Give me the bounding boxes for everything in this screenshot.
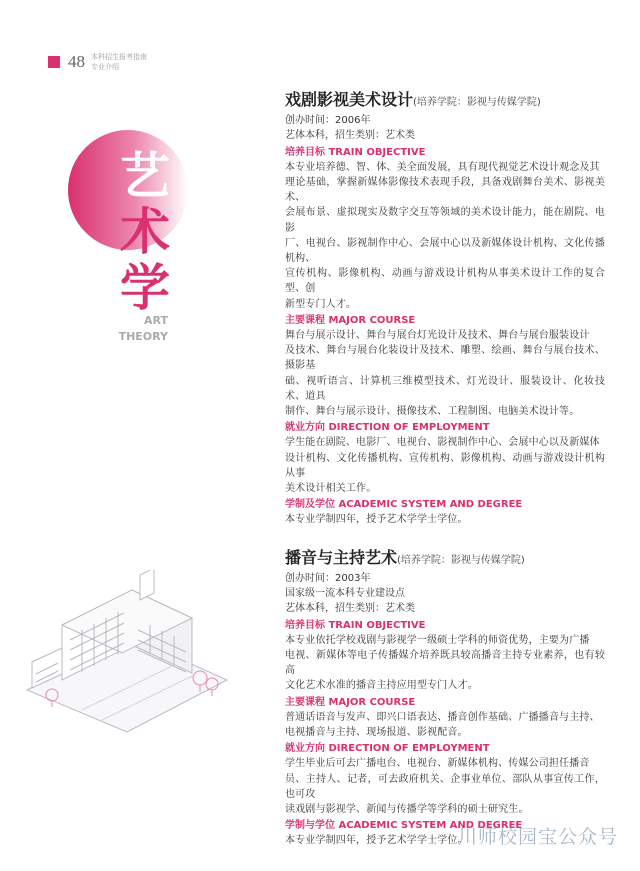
major-name: 播音与主持艺术: [285, 547, 398, 567]
header-subtitle: [91, 52, 147, 72]
train-line: 文化艺术水准的播音主持应用型专门人才。: [285, 680, 478, 692]
course-line: 础、视听语言、计算机三维模型技术、灯光设计、服装设计、化妆技术、道具: [285, 375, 605, 402]
meta-line: 创办时间：2006年: [285, 115, 371, 127]
train-line: 电视、新媒体等电子传播媒介培养既具较高播音主持专业素养，也有较高: [285, 649, 605, 677]
major-school: (培养学院：影视与传媒学院): [397, 554, 525, 566]
major-title-row: [285, 547, 605, 568]
watermark: 川师校园宝公众号: [457, 826, 618, 848]
major-section-1: [285, 92, 605, 528]
train-line: 本专业培养德、智、体、美全面发展，具有现代视觉艺术设计观念及其: [285, 161, 600, 173]
major-name: 戏剧影视美术设计: [285, 90, 414, 109]
train-line: 本专业依托学校戏剧与影视学一级硕士学科的师资优势，主要为广播: [285, 634, 590, 646]
train-objective-heading: 培养目标 TRAIN OBJECTIVE: [285, 146, 426, 158]
page-header: [48, 52, 147, 72]
meta-line: 艺体本科，招生类别：艺术类: [285, 603, 415, 615]
header-square-icon: [48, 56, 60, 68]
main-content: [285, 92, 605, 871]
train-line: 会展布景、虚拟现实及数字交互等领域的美术设计能力，能在剧院、电影: [285, 207, 605, 234]
course-line: 制作、舞台与展示设计、摄像技术、工程制图、电脑美术设计等。: [285, 406, 580, 418]
page-number: 48: [68, 52, 85, 71]
title-char: 艺: [120, 147, 170, 205]
title-char: 术: [120, 203, 170, 261]
meta-line: 国家级一流本科专业建设点: [285, 588, 405, 600]
major-school: (培养学院：影视与传媒学院): [413, 97, 541, 108]
course-line: 普通话语音与发声、即兴口语表达、播音创作基础、广播播音与主持、: [285, 711, 600, 723]
campus-building-illustration: [22, 570, 232, 735]
english-title-1: ART: [144, 314, 168, 327]
course-line: 电视播音与主持、现场报道、影视配音。: [285, 726, 468, 738]
employment-line: 设计机构、文化传播机构、宣传机构、影像机构、动画与游戏设计机构从事: [285, 452, 605, 479]
employment-heading: 就业方向 DIRECTION OF EMPLOYMENT: [285, 422, 490, 434]
english-title: [100, 313, 168, 345]
major-course-heading: 主要课程 MAJOR COURSE: [285, 314, 416, 326]
course-line: 及技术、舞台与展台化装设计及技术、雕塑、绘画、舞台与展台技术、摄影基: [285, 345, 605, 372]
major-course-heading: 主要课程 MAJOR COURSE: [285, 696, 416, 708]
major-title-row: [285, 92, 605, 110]
employment-line: 学生毕业后可去广播电台、电视台、新媒体机构、传媒公司担任播音: [285, 758, 590, 770]
train-line: 新型专门人才。: [285, 298, 357, 310]
title-char: 学: [120, 259, 170, 317]
degree-line: 本专业学制四年，授予艺术学学士学位。: [285, 835, 468, 847]
degree-heading: 学制及学位 ACADEMIC SYSTEM AND DEGREE: [285, 499, 523, 511]
employment-line: 美术设计相关工作。: [285, 483, 377, 495]
degree-heading: 学制与学位 ACADEMIC SYSTEM AND DEGREE: [285, 820, 523, 832]
meta-line: 创办时间：2003年: [285, 572, 371, 584]
header-sub1: 本科招生报考指南: [91, 53, 147, 61]
course-line: 舞台与展示设计、舞台与展台灯光设计及技术、舞台与展台服装设计: [285, 330, 590, 342]
employment-heading: 就业方向 DIRECTION OF EMPLOYMENT: [285, 743, 490, 755]
vertical-title: [120, 148, 170, 316]
employment-line: 员、主持人、记者，可去政府机关、企事业单位、部队从事宣传工作，也可攻: [285, 773, 605, 800]
major-section-2: [285, 547, 605, 849]
meta-line: 艺体本科，招生类别：艺术类: [285, 130, 415, 142]
train-line: 厂、电视台、影视制作中心、会展中心以及新媒体设计机构、文化传播机构、: [285, 237, 605, 265]
train-line: 宣传机构、影像机构、动画与游戏设计机构从事美术设计工作的复合型、创: [285, 268, 605, 295]
train-objective-heading: 培养目标 TRAIN OBJECTIVE: [285, 619, 426, 631]
english-title-2: THEORY: [118, 330, 168, 343]
degree-line: 本专业学制四年，授予艺术学学士学位。: [285, 514, 468, 526]
header-sub2: 专业介绍: [91, 63, 119, 71]
employment-line: 读戏剧与影视学、新闻与传播学等学科的硕士研究生。: [285, 803, 529, 815]
train-line: 理论基础，掌握新媒体影像技术表现手段，具备戏剧舞台美术、影视美术、: [285, 177, 605, 204]
employment-line: 学生能在剧院、电影厂、电视台、影视制作中心、会展中心以及新媒体: [285, 437, 600, 449]
